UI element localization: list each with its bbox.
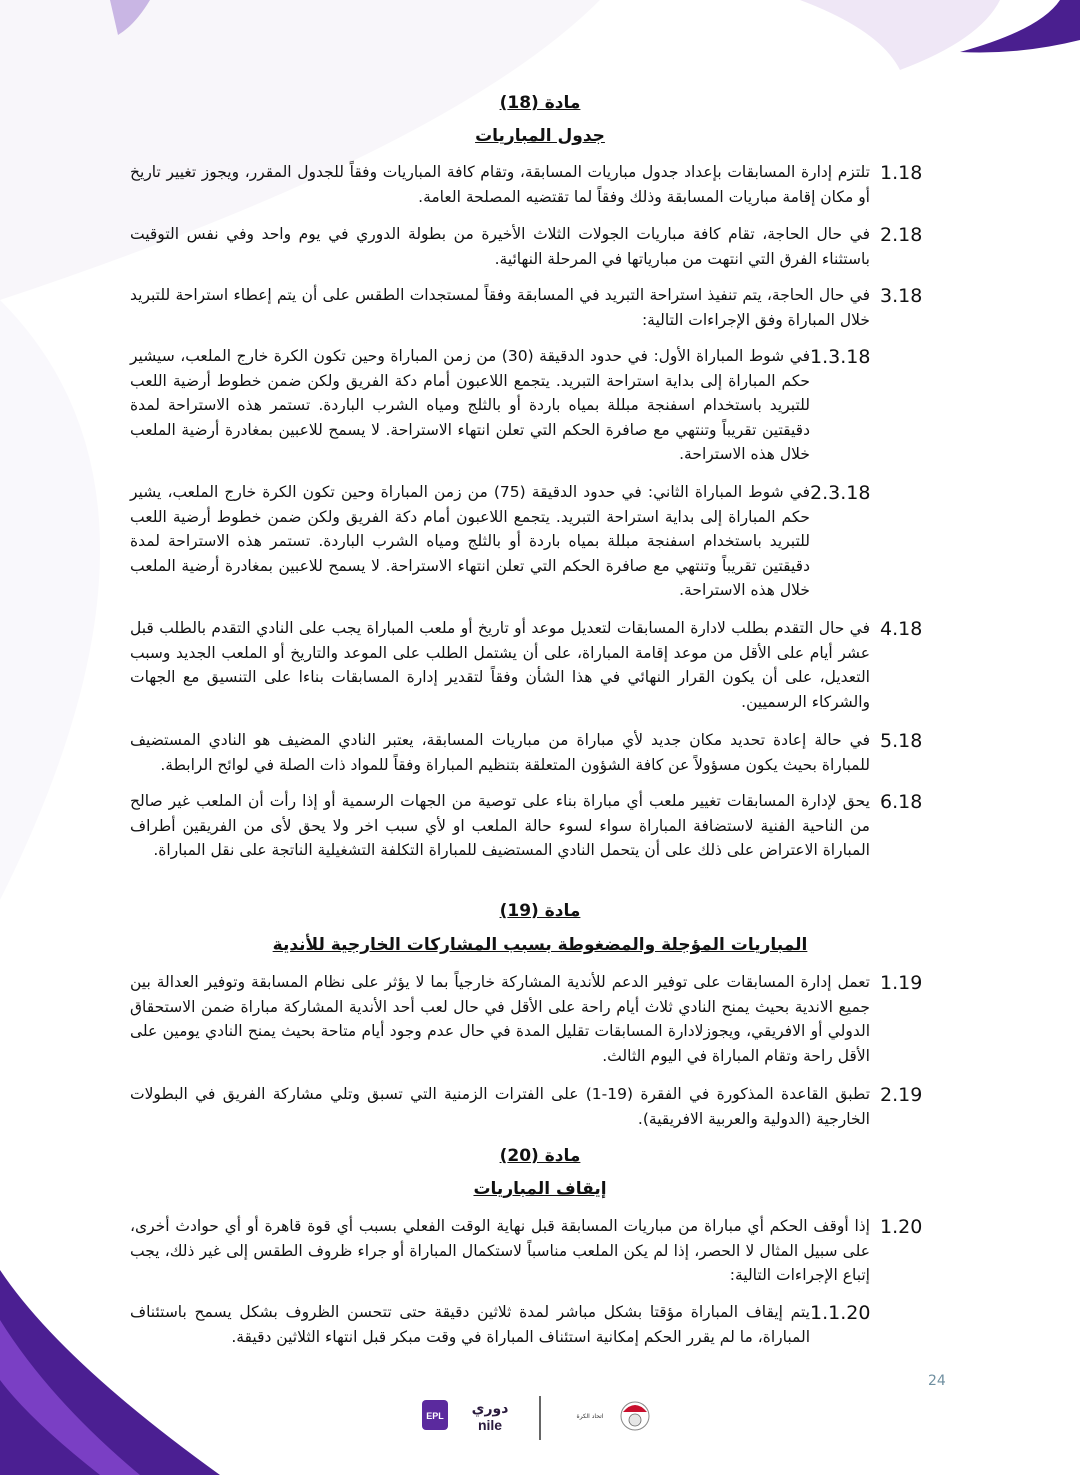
svg-text:دوري: دوري [471,1401,509,1417]
clause-1-18 [130,160,950,220]
clause-4-18 [130,616,950,716]
clause-text: تعمل إدارة المسابقات على توفير الدعم للأندية المشاركة خارجياً بما لا يؤثر على نظام المسابقة وتوفير العدالة بين جميع الاندية بحيث يمنح النادي ثلاث أيام راحة على الأقل في حال لعب أحد الأندية المشاركة مباراة ضمن الاستحقاق الدولي أو الافريقي، ويجوزلادارة المسابقات تقليل المدة في حال عدم وجود أيام متاحة بحيث يمنح النادي يومين على الأقل راحة وتقام المباراة في اليوم الثالث. [130,973,870,1065]
nile-league-logo [454,1398,524,1434]
article-19-subtitle: المباريات المؤجلة والمضغوطة بسبب المشاركات الخارجية للأندية [272,935,808,955]
clause-1-19 [130,970,950,1070]
clause-text: في حالة إعادة تحديد مكان جديد لأي مباراة من مباريات المسابقة، يعتبر النادي المضيف هو النادي المستضيف للمباراة بحيث يكون مسؤولاً عن كافة الشؤون المتعلقة بتنظيم المباراة وفقاً للمواد ذات الصلة في لوائح الرابطة. [130,731,870,774]
clause-text: في حال التقدم بطلب لادارة المسابقات لتعديل موعد أو تاريخ أو ملعب المباراة يجب على النادي التقدم بالطلب قبل عشر أيام على الأقل من موعد إقامة المباراة، على أن يشتمل الطلب على الموعد والتاريخ أو الملعب الجديد وسبب التعديل، على أن يكون القرار النهائي في هذا الشأن وفقاً لتقدير إدارة المسابقات بناءا على التنسيق مع الجهات والشركاء الرسميين. [130,619,870,711]
clause-text: في حال الحاجة، يتم تنفيذ استراحة التبريد في المسابقة وفقاً لمستجدات الطقس على أن يتم إعطاء استراحة للتبريد خلال المباراة وفق الإجراءات التالية: [130,286,870,329]
article-18-title: مادة (18) [499,93,581,113]
clause-number: 2.18 [880,224,923,246]
clause-number: 1.19 [880,972,923,994]
svg-text:nile: nile [477,1417,503,1433]
efa-logo [577,1402,649,1430]
clause-number: 6.18 [880,791,923,813]
clause-number: 3.18 [880,285,923,307]
article-20-title: مادة (20) [499,1146,581,1166]
clause-3-18 [130,283,950,343]
clause-5-18 [130,728,950,788]
article-18-subtitle: جدول المباريات [475,126,605,146]
page-number: 24 [928,1373,946,1389]
clause-number: 1.18 [880,162,923,184]
clause-number: 4.18 [880,618,923,640]
svg-text:EPL: EPL [426,1411,444,1421]
clause-text: إذا أوقف الحكم أي مباراة من مباريات المسابقة قبل نهاية الوقت الفعلي بسبب أي قوة قاهرة أو أي حوادث أخرى، على سبيل المثال لا الحصر، إذا لم يكن الملعب مناسباً لاستكمال المباراة أو جراء ظروف الطقس إلى غير ذلك، يجب إتباع الإجراءات التالية: [130,1217,870,1284]
clause-2-3-18 [130,480,950,605]
clause-2-19 [130,1082,950,1142]
svg-text:اتحاد الكرة: اتحاد الكرة [576,1413,604,1420]
article-19-title: مادة (19) [499,901,581,921]
clause-number: 5.18 [880,730,923,752]
clause-1-3-18 [130,344,950,469]
clause-text: في شوط المباراة الثاني: في حدود الدقيقة (75) من زمن المباراة وحين تكون الكرة خارج الملعب، يشير حكم المباراة إلى بداية استراحة التبريد. يتجمع اللاعبون أمام دكة الفريق ولكن ضمن خطوط أرضية اللعب للتبريد باستخدام اسفنجة مبللة بمياه باردة أو بالثلج ومياه الشرب الباردة. تستمر هذه الاستراحة لمدة دقيقتين تقريباً وتنتهي مع صافرة الحكم التي تعلن انتهاء الاستراحة. لا يسمح للاعبين بمغادرة أرضية الملعب خلال هذه الاستراحة. [130,483,810,599]
clause-number: 1.1.20 [810,1302,871,1324]
epl-logo [422,1400,448,1430]
clause-number: 2.19 [880,1084,923,1106]
clause-number: 1.3.18 [810,346,871,368]
footer-logos [420,1388,660,1448]
article-20-subtitle: إيقاف المباريات [473,1179,607,1199]
clause-1-1-20 [130,1300,950,1360]
clause-text: تطبق القاعدة المذكورة في الفقرة (19-1) على الفترات الزمنية التي تسبق وتلي مشاركة الفريق في البطولات الخارجية (الدولية والعربية الافريقية). [130,1085,871,1128]
clause-text: في شوط المباراة الأول: في حدود الدقيقة (30) من زمن المباراة وحين تكون الكرة خارج الملعب، سيشير حكم المباراة إلى بداية استراحة التبريد. يتجمع اللاعبون أمام دكة الفريق ولكن ضمن خطوط أرضية اللعب للتبريد باستخدام اسفنجة مبللة بمياه باردة أو بالثلج ومياه الشرب الباردة. تستمر هذه الاستراحة لمدة دقيقتين تقريباً وتنتهي مع صافرة الحكم التي تعلن انتهاء الاستراحة. لا يسمح للاعبين بمغادرة أرضية الملعب خلال هذه الاستراحة. [130,347,810,463]
clause-text: يتم إيقاف المباراة مؤقتا بشكل مباشر لمدة ثلاثين دقيقة حتى تتحسن الظروف بشكل يسمح باستئناف المباراة، ما لم يقرر الحكم إمكانية استئناف المباراة في وقت مبكر قبل انتهاء الثلاثين دقيقة. [130,1303,810,1346]
clause-1-20 [130,1214,950,1289]
clause-text: في حال الحاجة، تقام كافة مباريات الجولات الثلاث الأخيرة من بطولة الدوري في يوم واحد وفي نفس التوقيت باستثناء الفرق التي انتهت من مبارياتها في المرحلة النهائية. [130,225,870,268]
clause-6-18 [130,789,950,889]
clause-number: 2.3.18 [810,482,871,504]
clause-text: تلتزم إدارة المسابقات بإعداد جدول مباريات المسابقة، وتقام كافة المباريات وفقاً للجدول المقرر، ويجوز تغيير تاريخ أو مكان إقامة مباريات المسابقة وذلك وفقاً لما تقتضيه المصلحة العامة. [130,163,870,206]
clause-number: 1.20 [880,1216,923,1238]
clause-2-18 [130,222,950,282]
clause-text: يحق لإدارة المسابقات تغيير ملعب أي مباراة بناء على توصية من الجهات الرسمية أو إذا رأت أن الملعب غير صالح من الناحية الفنية لاستضافة المباراة سواء لسوء حالة الملعب او لأي سبب اخر ولا يحق لأى من الفريقين أطراف المباراة الاعتراض على ذلك على أن يتحمل النادي المستضيف للمباراة التكلفة التشغيلية الناتجة على نقل المباراة. [130,792,870,859]
